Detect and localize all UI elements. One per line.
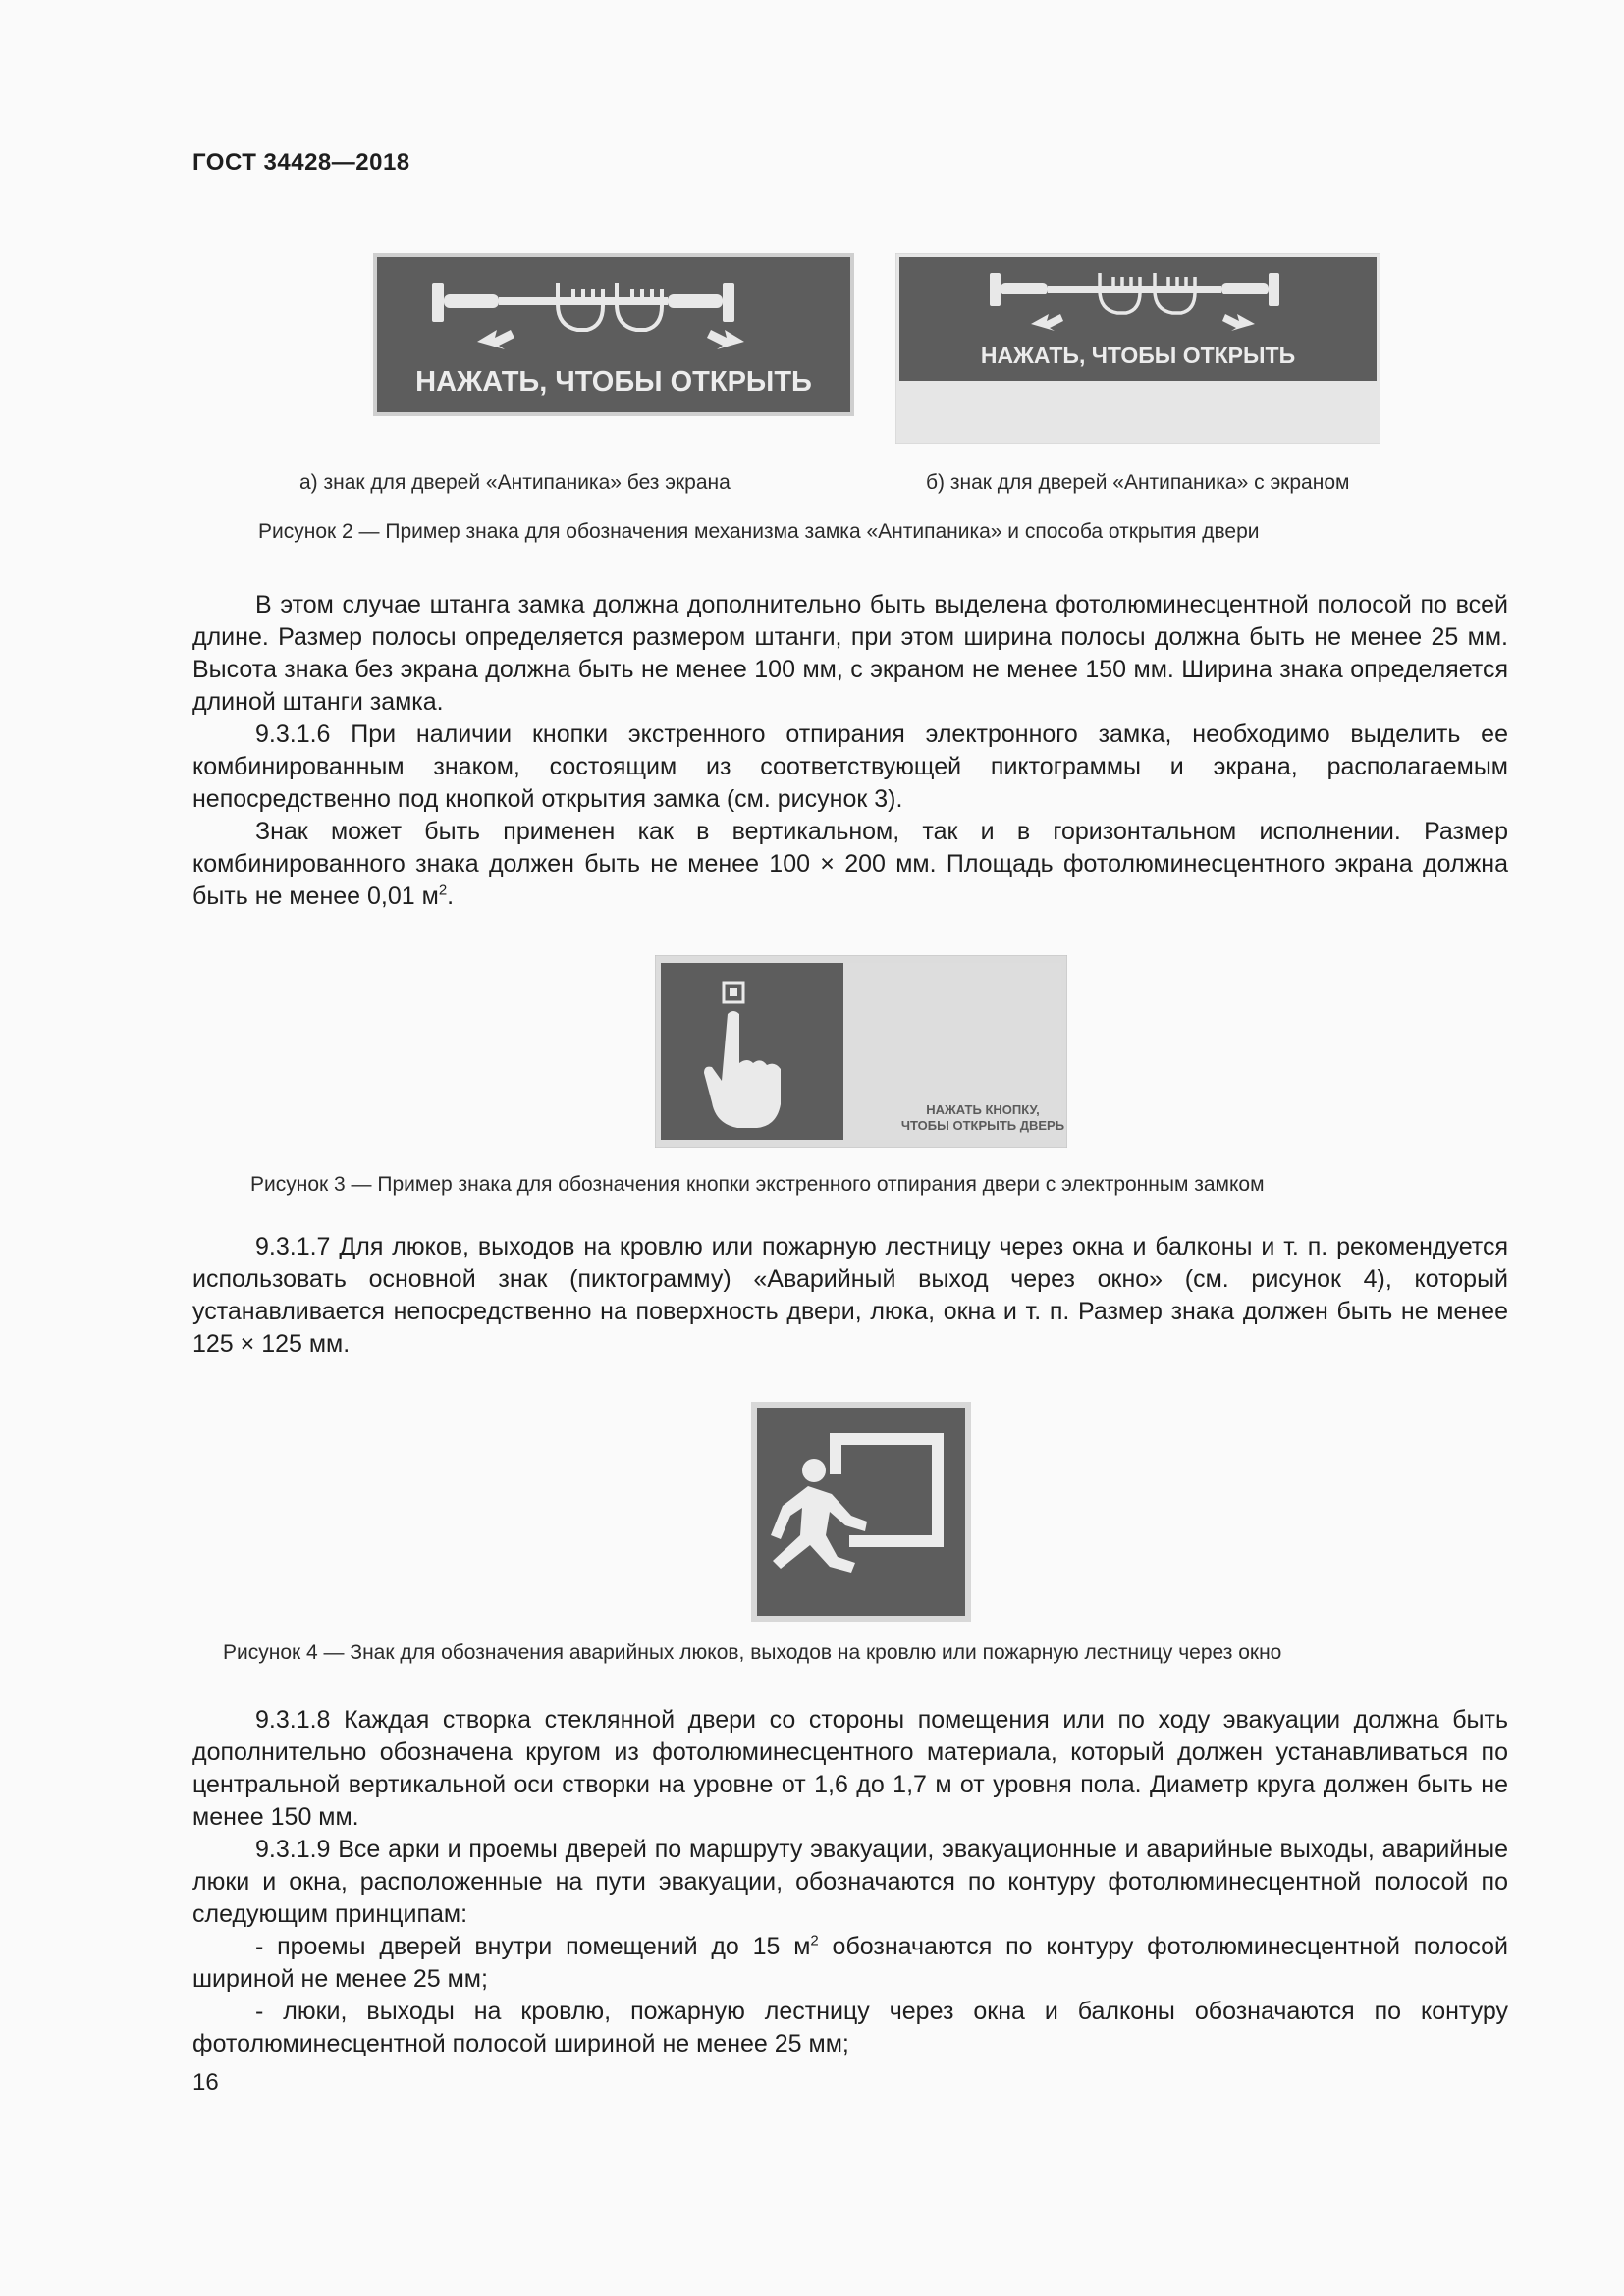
figure2-caption: Рисунок 2 — Пример знака для обозначения механизма замка «Антипаника» и способа открытия двери (258, 520, 1260, 543)
paragraph-9-3-1-9: 9.3.1.9 Все арки и проемы дверей по маршруту эвакуации, эвакуационные и аварийные выходы, аварийные люки и окна, расположенные на пути эвакуации, обозначаются по контуру фотолюминесцентной полосой по следующим принципам: (192, 1836, 1508, 1928)
text-block-1 (192, 589, 1508, 913)
page-number: 16 (192, 2069, 219, 2096)
sign-b-text: НАЖАТЬ, ЧТОБЫ ОТКРЫТЬ (980, 343, 1296, 368)
sign-a-text: НАЖАТЬ, ЧТОБЫ ОТКРЫТЬ (415, 366, 812, 398)
figure3-caption: Рисунок 3 — Пример знака для обозначения кнопки экстренного отпирания двери с электронным замком (250, 1173, 1265, 1196)
figure2-label-a: а) знак для дверей «Антипаника» без экрана (299, 471, 731, 494)
text-block-3 (192, 1704, 1508, 2060)
text-block-2 (192, 1231, 1508, 1361)
paragraph-9-3-1-8: 9.3.1.8 Каждая створка стеклянной двери со стороны помещения или по ходу эвакуации должна быть дополнительно обозначена кругом из фотолюминесцентного материала, который должен устанавливаться по центральной вертикальной оси створки на уровне от 1,6 до 1,7 м от уровня пола. Диаметр круга должен быть не менее 150 мм. (192, 1706, 1508, 1831)
document-code: ГОСТ 34428—2018 (192, 149, 410, 176)
list-item: - проемы дверей внутри помещений до 15 $м^2$ обозначаются по контуру фотолюминесцентной полосой шириной не менее 25 мм; (192, 1932, 1509, 1993)
paragraph-9-3-1-7: 9.3.1.7 Для люков, выходов на кровлю или пожарную лестницу через окна и балконы и т. п. рекомендуется использовать основной знак (пиктограмму) «Аварийный выход через окно» (см. рисунок 4), который устанавливается непосредственно на поверхность двери, люка, окна и т. п. Размер знака должен быть не менее 125 × 125 мм. (192, 1233, 1508, 1358)
figure3-sign-line1: НАЖАТЬ КНОПКУ, (926, 1102, 1040, 1117)
sign-emergency-button (655, 955, 1067, 1148)
figure2-label-b: б) знак для дверей «Антипаника» с экраном (926, 471, 1350, 494)
sign-antipanic-no-screen (373, 253, 854, 416)
figure4-caption: Рисунок 4 — Знак для обозначения аварийных люков, выходов на кровлю или пожарную лестницу через окно (223, 1641, 1282, 1664)
paragraph-9-3-1-6: 9.3.1.6 При наличии кнопки экстренного отпирания электронного замка, необходимо выделить ее комбинированным знаком, состоящим из соответствующей пиктограммы и экрана, располагаемым непосредственно под кнопкой открытия замка (см. рисунок 3). (192, 721, 1508, 813)
sign-antipanic-with-screen (895, 253, 1380, 444)
paragraph: В этом случае штанга замка должна дополнительно быть выделена фотолюминесцентной полосой по всей длине. Размер полосы определяется размером штанги, при этом ширина полосы должна быть не менее 25 мм. Высота знака без экрана должна быть не менее 100 мм, с экраном не менее 150 мм. Ширина знака определяется длиной штанги замка. (192, 591, 1508, 716)
paragraph: Знак может быть применен как в вертикальном, так и в горизонтальном исполнении. Размер комбинированного знака должен быть не менее 100 × 200 мм. Площадь фотолюминесцентного экрана должна быть не менее 0,01 $м^2$. (192, 818, 1508, 910)
sign-emergency-window-exit (751, 1402, 971, 1622)
figure3-sign-line2: ЧТОБЫ ОТКРЫТЬ ДВЕРЬ (900, 1118, 1065, 1133)
list-item: - люки, выходы на кровлю, пожарную лестницу через окна и балконы обозначаются по контуру фотолюминесцентной полосой шириной не менее 25 мм; (192, 1998, 1508, 2057)
